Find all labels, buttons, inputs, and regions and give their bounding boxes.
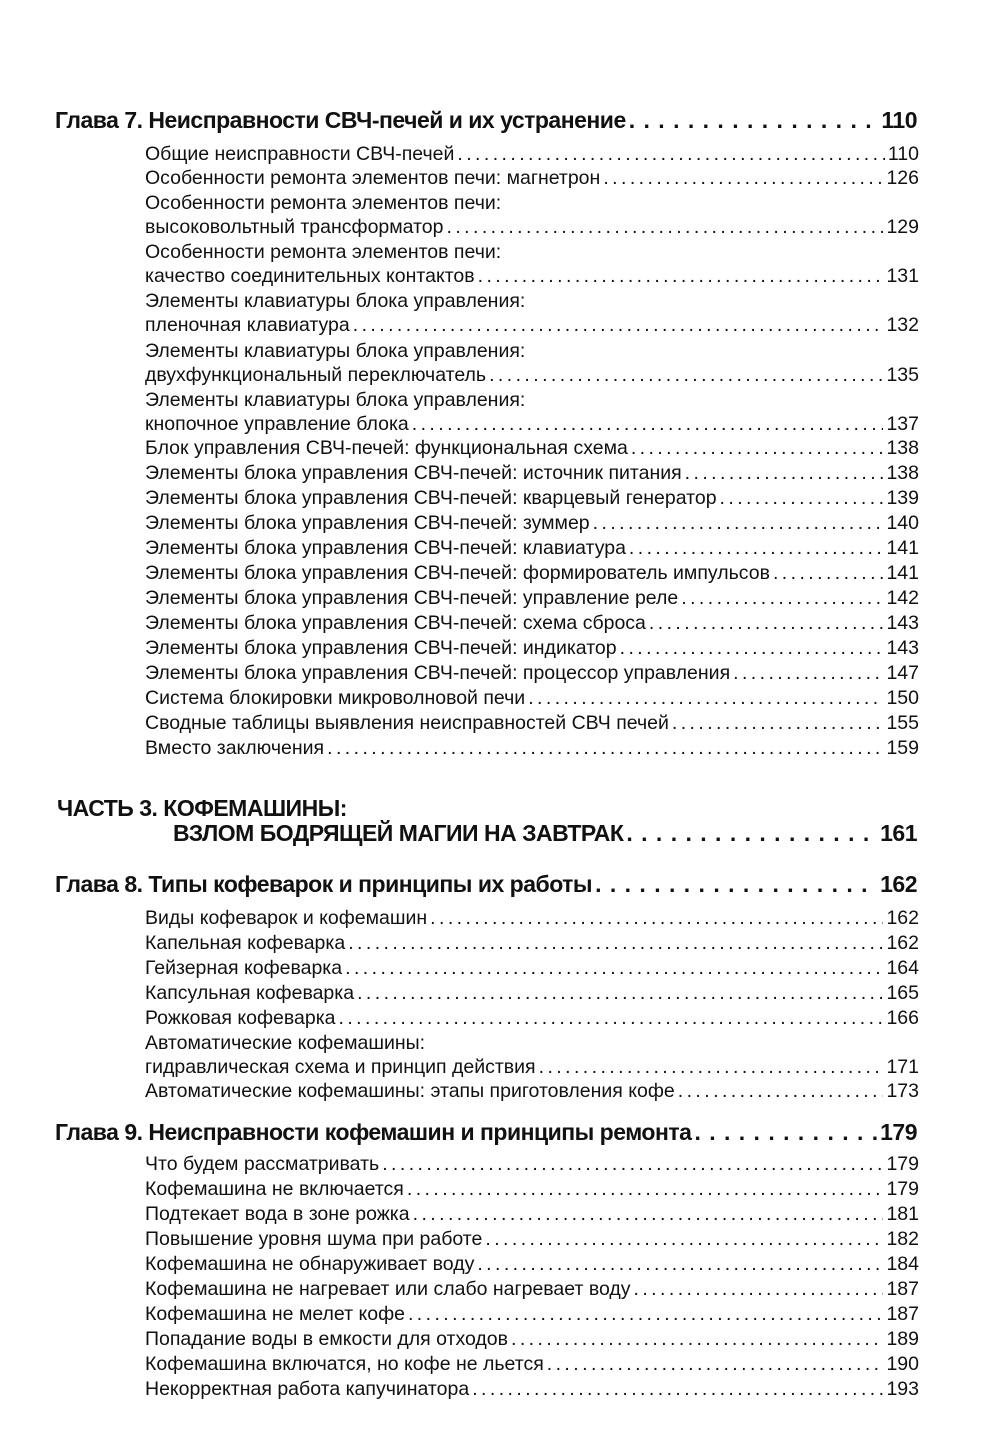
toc-entry: Система блокировки микроволновой печи . . . 150	[145, 686, 919, 710]
toc-entry: двухфункциональный переключатель . . . 135	[145, 363, 919, 387]
toc-entry: Гейзерная кофеварка . . . 164	[145, 956, 919, 980]
toc-entry: высоковольтный трансформатор . . . 129	[145, 215, 919, 239]
toc-entry: Элементы блока управления СВЧ-печей: зуммер . . . 140	[145, 511, 919, 535]
toc-entry: Капельная кофеварка . . . 162	[145, 931, 919, 955]
toc-entry: Элементы блока управления СВЧ-печей: управление реле . . . 142	[145, 586, 919, 610]
toc-entry: Кофемашина не обнаруживает воду . . . 184	[145, 1252, 919, 1276]
toc-entry: Кофемашина не мелет кофе . . . 187	[145, 1302, 919, 1326]
dot-leader	[595, 868, 877, 900]
toc-entry-line1: Элементы клавиатуры блока управления:	[145, 389, 526, 411]
page-number: 179	[880, 1119, 917, 1145]
toc-entry: Элементы блока управления СВЧ-печей: процессор управления . . . 147	[145, 661, 919, 685]
chapter-title: Глава 9. Неисправности кофемашин и принципы ремонта	[55, 1119, 692, 1145]
toc-entry-line1: Элементы клавиатуры блока управления:	[145, 340, 526, 362]
page-number: 162	[880, 871, 917, 897]
toc-entry: Вместо заключения . . . 159	[145, 736, 919, 760]
toc-entry: гидравлическая схема и принцип действия . . . 171	[145, 1055, 919, 1079]
toc-entry: качество соединительных контактов . . . 131	[145, 264, 919, 288]
chapter-title: Глава 7. Неисправности СВЧ-печей и их устранение	[55, 107, 626, 133]
toc-entry-line1: Особенности ремонта элементов печи:	[145, 192, 502, 214]
dot-leader	[629, 104, 879, 136]
chapter-8-heading	[55, 868, 917, 900]
toc-entry: Попадание воды в емкости для отходов . . . 189	[145, 1327, 919, 1351]
chapter-7-heading	[55, 104, 917, 136]
toc-entry: Капсульная кофеварка . . . 165	[145, 981, 919, 1005]
page-number: 110	[881, 107, 917, 133]
toc-entry: Элементы блока управления СВЧ-печей: кварцевый генератор . . . 139	[145, 486, 919, 510]
toc-entry: кнопочное управление блока . . . 137	[145, 412, 919, 436]
dot-leader	[694, 1116, 877, 1148]
toc-entry-line1: Автоматические кофемашины:	[145, 1032, 426, 1054]
toc-entry: Блок управления СВЧ-печей: функциональная схема . . . 138	[145, 436, 919, 460]
toc-entry: Кофемашина включатся, но кофе не льется . . . 190	[145, 1352, 919, 1376]
toc-entry: Элементы блока управления СВЧ-печей: источник питания . . . 138	[145, 461, 919, 485]
toc-entry: Рожковая кофеварка . . . 166	[145, 1006, 919, 1030]
toc-entry: Элементы блока управления СВЧ-печей: клавиатура . . . 141	[145, 536, 919, 560]
chapter-9-heading	[55, 1116, 917, 1148]
toc-entry: Общие неисправности СВЧ-печей . . . 110	[145, 142, 919, 166]
toc-entry: Что будем рассматривать . . . 179	[145, 1152, 919, 1176]
page-number: 161	[880, 820, 917, 846]
toc-entry-line1: Особенности ремонта элементов печи:	[145, 241, 502, 263]
toc-entry: Повышение уровня шума при работе . . . 182	[145, 1227, 919, 1251]
part-3-heading: ЧАСТЬ 3. КОФЕМАШИНЫ:	[57, 795, 347, 821]
toc-entry: Некорректная работа капучинатора . . . 193	[145, 1377, 919, 1401]
toc-entry: Особенности ремонта элементов печи: магнетрон . . . 126	[145, 166, 919, 190]
toc-entry: Элементы блока управления СВЧ-печей: индикатор . . . 143	[145, 636, 919, 660]
toc-entry: Кофемашина не включается . . . 179	[145, 1177, 919, 1201]
chapter-title: Глава 8. Типы кофеварок и принципы их работы	[55, 871, 593, 897]
toc-entry: Сводные таблицы выявления неисправностей СВЧ печей . . . 155	[145, 711, 919, 735]
toc-entry: пленочная клавиатура . . . 132	[145, 313, 919, 337]
toc-entry: Кофемашина не нагревает или слабо нагревает воду . . . 187	[145, 1277, 919, 1301]
toc-entry: Элементы блока управления СВЧ-печей: формирователь импульсов . . . 141	[145, 561, 919, 585]
toc-entry: Элементы блока управления СВЧ-печей: схема сброса . . . 143	[145, 611, 919, 635]
toc-entry: Виды кофеварок и кофемашин . . . 162	[145, 906, 919, 930]
part-title: ВЗЛОМ БОДРЯЩЕЙ МАГИИ НА ЗАВТРАК	[173, 820, 624, 846]
dot-leader	[626, 817, 877, 849]
toc-entry-line1: Элементы клавиатуры блока управления:	[145, 290, 526, 312]
part-3-title-row	[173, 817, 917, 849]
toc-entry: Подтекает вода в зоне рожка . . . 181	[145, 1202, 919, 1226]
toc-entry: Автоматические кофемашины: этапы приготовления кофе . . . 173	[145, 1079, 919, 1103]
